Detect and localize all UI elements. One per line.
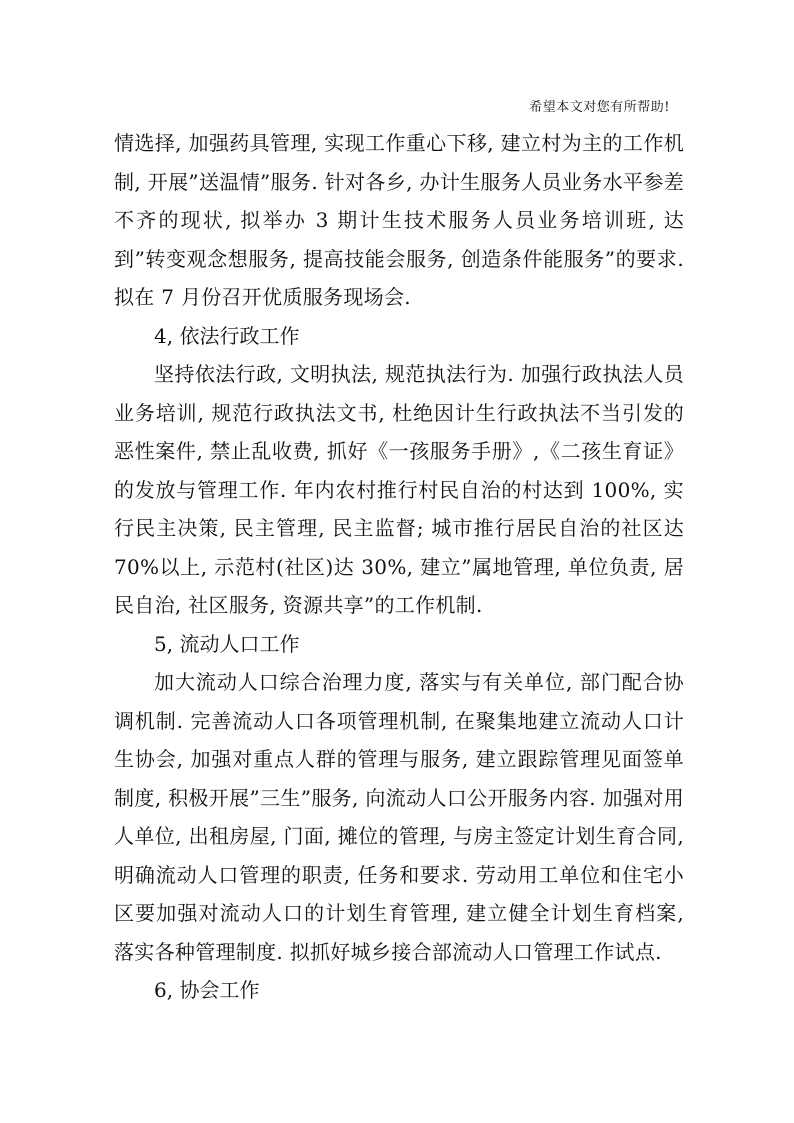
section-heading-floating-population: 5, 流动人口工作 [154, 631, 300, 656]
paragraph-continued-service: 情选择, 加强药具管理, 实现工作重心下移, 建立村为主的工作机制, 开展”送温情”服务. 针对各乡, 办计生服务人员业务水平参差不齐的现状, 拟举办 3 期计生技术服务人员业务培训班, 达到”转变观念想服务, 提高技能会服务, 创造条件能服务”的要求. 拟在 7 月份召开优质服务现场会. [114, 131, 684, 309]
page-header-note: 希望本文对您有所帮助! [529, 100, 670, 115]
section-heading-law-enforcement: 4, 依法行政工作 [154, 323, 300, 348]
document-body [114, 124, 684, 1010]
paragraph-law-enforcement: 坚持依法行政, 文明执法, 规范执法行为. 加强行政执法人员业务培训, 规范行政执法文书, 杜绝因计生行政执法不当引发的恶性案件, 禁止乱收费, 抓好《一孩服务手册》,《二孩生育证》的发放与管理工作. 年内农村推行村民自治的村达到 100%, 实行民主决策, 民主管理, 民主监督; 城市推行居民自治的社区达 70%以上, 示范村(社区)达 30%, 建立”属地管理, 单位负责, 居民自治, 社区服务, 资源共享”的工作机制. [114, 362, 684, 617]
section-heading-association: 6, 协会工作 [154, 978, 260, 1002]
paragraph-floating-population: 加大流动人口综合治理力度, 落实与有关单位, 部门配合协调机制. 完善流动人口各项管理机制, 在聚集地建立流动人口计生协会, 加强对重点人群的管理与服务, 建立跟踪管理见面签单制度, 积极开展”三生”服务, 向流动人口公开服务内容. 加强对用人单位, 出租房屋, 门面, 摊位的管理, 与房主签定计划生育合同, 明确流动人口管理的职责, 任务和要求. 劳动用工单位和住宅小区要加强对流动人口的计划生育管理, 建立健全计划生育档案, 落实各种管理制度. 拟抓好城乡接合部流动人口管理工作试点. [114, 670, 684, 964]
